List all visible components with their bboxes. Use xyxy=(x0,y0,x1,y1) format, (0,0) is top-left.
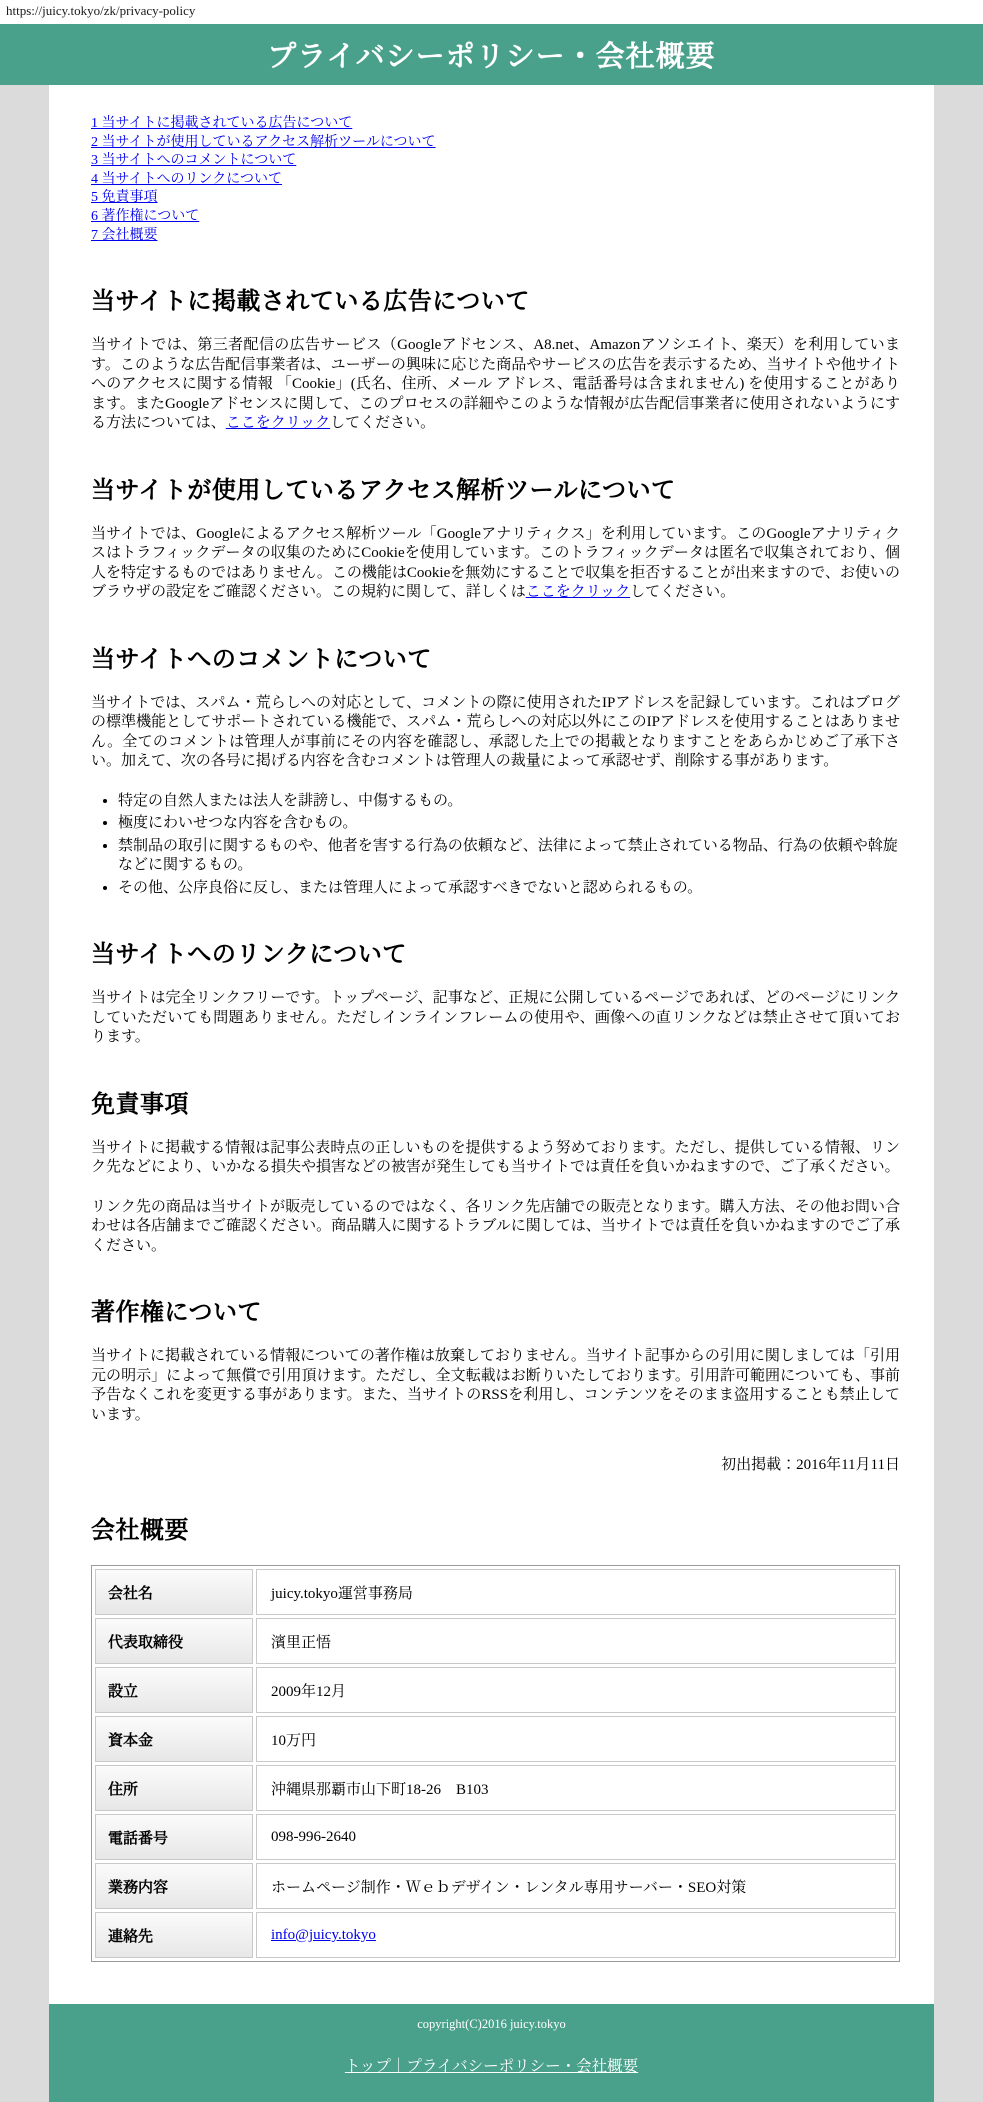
section-heading-comments: 当サイトへのコメントについて xyxy=(91,646,432,673)
main-content xyxy=(49,85,934,2004)
ads-paragraph xyxy=(91,336,900,434)
ads-text-post: してください。 xyxy=(330,415,436,432)
first-published-date: 初出掲載：2016年11月11日 xyxy=(721,1457,900,1474)
company-row-value: 098-996-2640 xyxy=(256,1814,896,1860)
site-footer xyxy=(49,2004,934,2102)
section-heading-links: 当サイトへのリンクについて xyxy=(91,942,407,969)
comments-paragraph: 当サイトでは、スパム・荒らしへの対応として、コメントの際に使用されたIPアドレスを記録しています。これはブログの標準機能としてサポートされている機能で、スパム・荒らしへの対応以外にこのIPアドレスを使用することはありません。全てのコメントは管理人が事前にその内容を確認し、承認した上での掲載となりますことをあらかじめご了承下さい。加えて、次の各号に掲げる内容を含むコメントは管理人の裁量によって承認せず、削除する事があります。 xyxy=(91,694,900,770)
ads-text-pre: 当サイトでは、第三者配信の広告サービス（Googleアドセンス、A8.net、Amazonアソシエイト、楽天）を利用しています。このような広告配信事業者は、ユーザーの興味に応じた商品やサービスの広告を表示するため、当サイトや他サイトへのアクセスに関する情報 「Cookie」(氏名、住所、メール アドレス、電話番号は含まれません) を使用することがあります。またGoogleアドセンスに関して、このプロセスの詳細やこのような情報が広告配信事業者に使用されないようにする方法については、 xyxy=(91,337,900,432)
url-bar xyxy=(0,0,983,24)
footer-nav xyxy=(49,2054,934,2076)
contact-email-link[interactable]: info@juicy.tokyo xyxy=(271,1926,376,1943)
table-row xyxy=(95,1863,896,1909)
table-of-contents xyxy=(91,115,900,245)
toc-link-disclaimer[interactable]: 5 免責事項 xyxy=(91,190,158,206)
company-row-value: 10万円 xyxy=(256,1716,896,1762)
list-item: • 禁制品の取引に関するものや、他者を害する行為の依頼など、法律によって禁止されている物品、行為の依頼や斡旋などに関するもの。 xyxy=(118,837,900,876)
page-header xyxy=(0,24,983,85)
company-row-label: 業務内容 xyxy=(95,1863,253,1909)
company-table xyxy=(91,1565,900,1962)
disclaimer-paragraph-1: 当サイトに掲載する情報は記事公表時点の正しいものを提供するよう努めております。ただし、提供している情報、リンク先などにより、いかなる損失や損害などの被害が発生しても当サイトでは責任を負いかねますので、ご了承ください。 xyxy=(91,1139,900,1176)
company-row-value: 2009年12月 xyxy=(256,1667,896,1713)
table-row xyxy=(95,1667,896,1713)
content-wrapper xyxy=(49,85,934,2102)
toc-link-company[interactable]: 7 会社概要 xyxy=(91,227,158,243)
company-row-label: 資本金 xyxy=(95,1716,253,1762)
table-row xyxy=(95,1765,896,1811)
company-row-value: 濱里正悟 xyxy=(256,1618,896,1664)
list-item: • 特定の自然人または法人を誹謗し、中傷するもの。 xyxy=(118,792,900,812)
toc-link-comments[interactable]: 3 当サイトへのコメントについて xyxy=(91,153,297,169)
section-heading-analytics: 当サイトが使用しているアクセス解析ツールについて xyxy=(91,477,676,504)
analytics-click-here-link[interactable]: ここをクリック xyxy=(525,584,631,601)
toc-link-copyright[interactable]: 6 著作権について xyxy=(91,208,200,224)
company-row-value xyxy=(256,1912,896,1958)
company-row-value: juicy.tokyo運営事務局 xyxy=(256,1569,896,1615)
toc-link-links[interactable]: 4 当サイトへのリンクについて xyxy=(91,171,282,187)
table-row xyxy=(95,1912,896,1958)
footer-nav-link[interactable]: トップ｜プライバシーポリシー・会社概要 xyxy=(344,2058,639,2075)
ads-click-here-link[interactable]: ここをクリック xyxy=(225,415,331,432)
company-row-label: 連絡先 xyxy=(95,1912,253,1958)
footer-copyright: copyright(C)2016 juicy.tokyo xyxy=(417,2017,566,2031)
table-row xyxy=(95,1716,896,1762)
comment-rules-list xyxy=(91,792,900,899)
links-paragraph: 当サイトは完全リンクフリーです。トップページ、記事など、正規に公開しているページであれば、どのページにリンクしていただいても問題ありません。ただしインラインフレームの使用や、画像への直リンクなどは禁止させて頂いております。 xyxy=(91,990,900,1046)
section-heading-ads: 当サイトに掲載されている広告について xyxy=(91,289,530,316)
section-heading-copyright: 著作権について xyxy=(91,1300,263,1327)
company-row-label: 住所 xyxy=(95,1765,253,1811)
copyright-paragraph: 当サイトに掲載されている情報についての著作権は放棄しておりません。当サイト記事からの引用に関しましては「引用元の明示」によって無償で引用頂けます。ただし、全文転載はお断りいたしております。引用許可範囲についても、事前予告なくこれを変更する事があります。また、当サイトのRSSを利用し、コンテンツをそのまま盗用することも禁止しています。 xyxy=(91,1348,900,1423)
company-row-label: 設立 xyxy=(95,1667,253,1713)
analytics-text-post: してください。 xyxy=(630,584,736,601)
table-row xyxy=(95,1618,896,1664)
analytics-text-pre: 当サイトでは、Googleによるアクセス解析ツール「Googleアナリティクス」を利用しています。このGoogleアナリティクスはトラフィックデータの収集のためにCookieを使用しています。このトラフィックデータは匿名で収集されており、個人を特定するものではありません。この機能はCookieを無効にすることで収集を拒否することが出来ますので、お使いのブラウザの設定をご確認ください。この規約に関して、詳しくは xyxy=(91,525,900,601)
page-title: プライバシーポリシー・会社概要 xyxy=(267,41,716,73)
analytics-paragraph xyxy=(91,525,900,603)
company-row-value: 沖縄県那覇市山下町18-26 B103 xyxy=(256,1765,896,1811)
section-heading-disclaimer: 免責事項 xyxy=(91,1091,189,1118)
company-row-value: ホームページ制作・Ｗｅｂデザイン・レンタル専用サーバー・SEO対策 xyxy=(256,1863,896,1909)
table-row xyxy=(95,1569,896,1615)
url-text: https://juicy.tokyo/zk/privacy-policy xyxy=(6,3,196,18)
list-item: • その他、公序良俗に反し、または管理人によって承認すべきでないと認められるもの。 xyxy=(118,879,900,899)
toc-link-analytics[interactable]: 2 当サイトが使用しているアクセス解析ツールについて xyxy=(91,134,436,150)
company-row-label: 代表取締役 xyxy=(95,1618,253,1664)
toc-link-ads[interactable]: 1 当サイトに掲載されている広告について xyxy=(91,116,353,131)
disclaimer-paragraph-2: リンク先の商品は当サイトが販売しているのではなく、各リンク先店舗での販売となります。購入方法、その他お問い合わせは各店舗までご確認ください。商品購入に関するトラブルに関しては、当サイトでは責任を負いかねますのでご了承ください。 xyxy=(91,1198,900,1254)
table-row xyxy=(95,1814,896,1860)
company-row-label: 会社名 xyxy=(95,1569,253,1615)
company-row-label: 電話番号 xyxy=(95,1814,253,1860)
section-heading-company: 会社概要 xyxy=(91,1518,189,1545)
list-item: • 極度にわいせつな内容を含むもの。 xyxy=(118,814,900,834)
